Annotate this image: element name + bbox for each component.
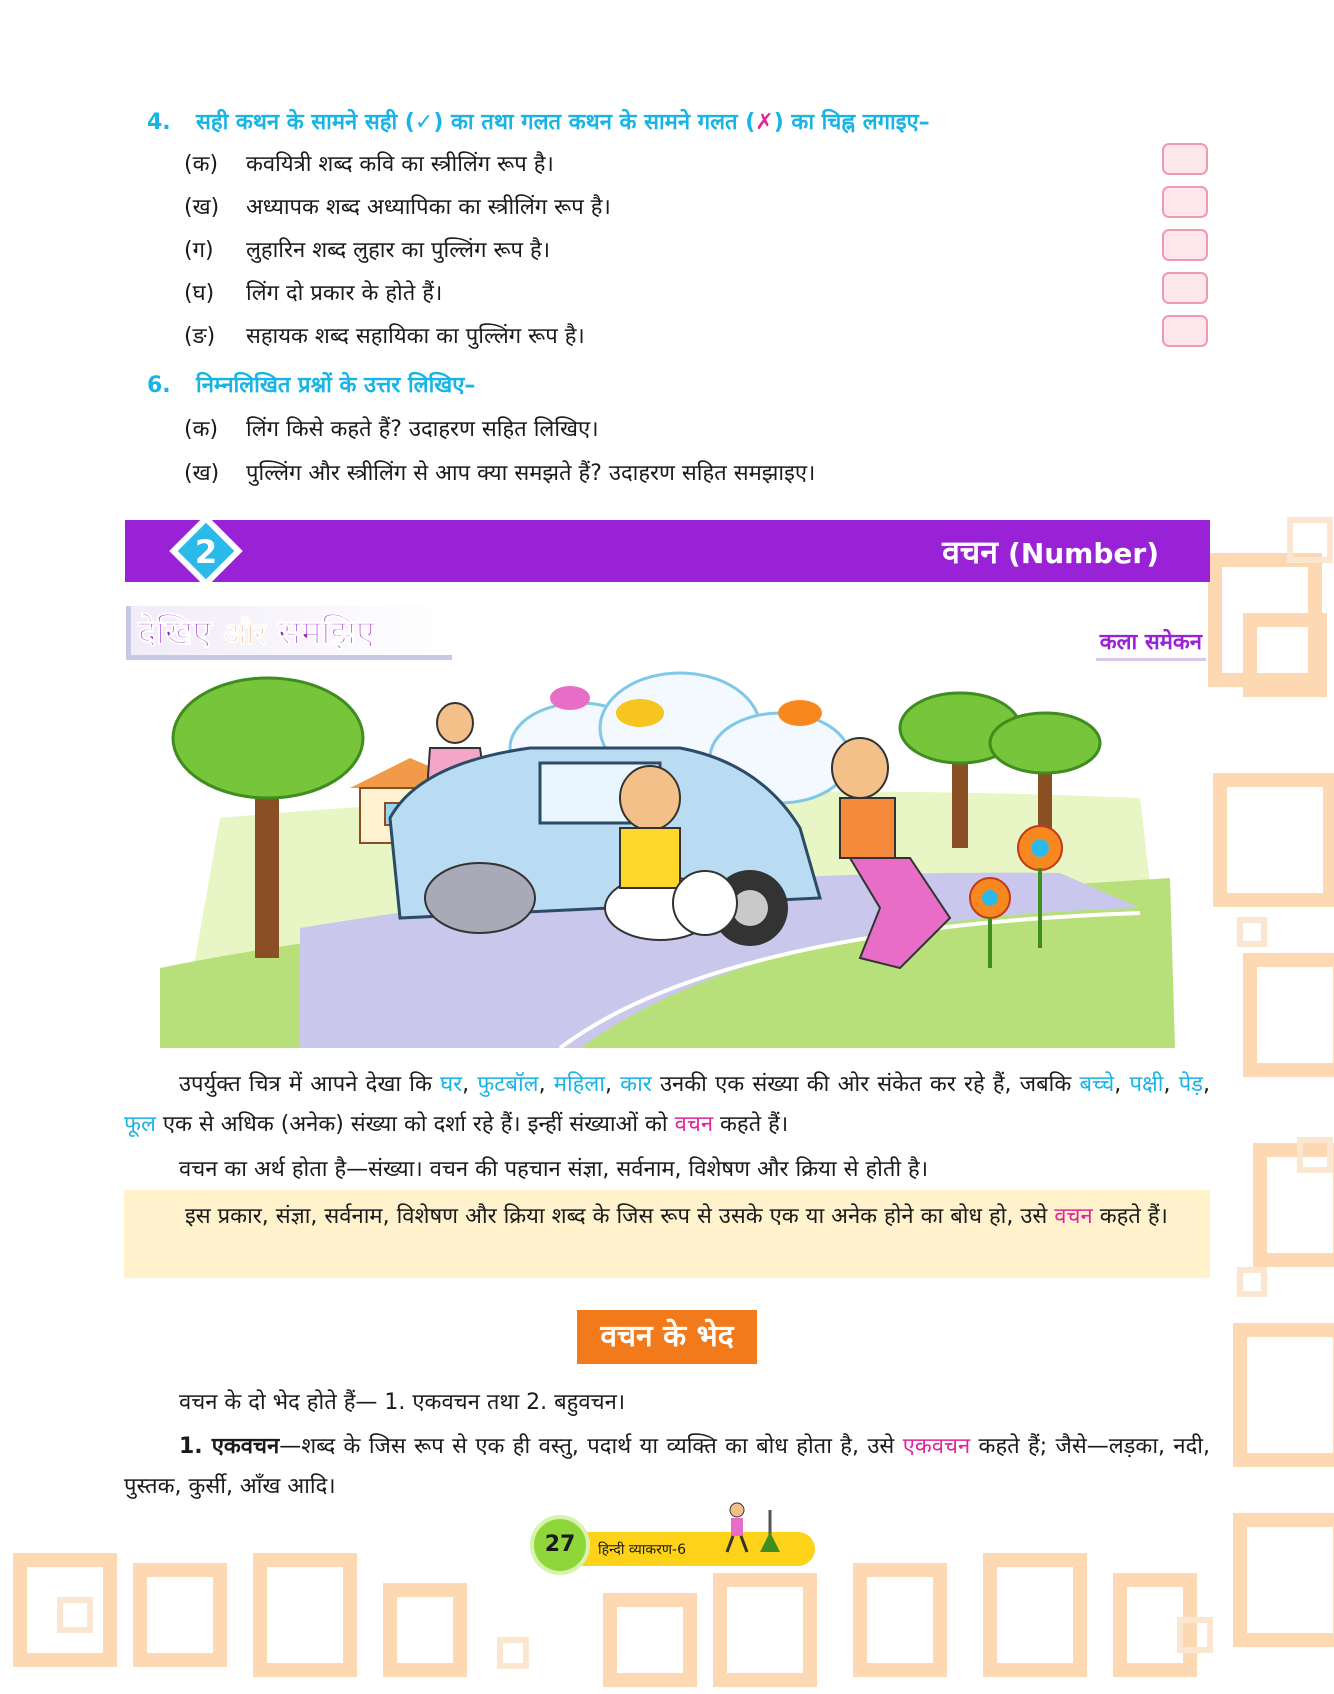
section-heading-a: देखिए: [138, 613, 212, 653]
chapter-title: [942, 528, 1159, 576]
highlight-word: कार: [620, 1072, 652, 1097]
item-label: (ख): [184, 195, 220, 220]
text: कहते हैं; जैसे—लड़का, नदी, पुस्तक, कुर्सी, आँख आदि।: [124, 1434, 1210, 1499]
q6-item: [184, 413, 599, 443]
question-text-a: सही कथन के सामने सही (: [196, 110, 415, 135]
highlight-word: पक्षी: [1129, 1072, 1164, 1097]
text: ,: [1202, 1072, 1210, 1097]
meaning-paragraph: वचन का अर्थ होता है—संख्या। वचन की पहचान संज्ञा, सर्वनाम, विशेषण और क्रिया से होती है।: [179, 1157, 929, 1182]
text: उनकी एक संख्या की ओर संकेत कर रहे हैं, जबकि: [651, 1072, 1080, 1097]
item-text: सहायक शब्द सहायिका का पुल्लिंग रूप है।: [246, 324, 585, 349]
q4-item: [184, 320, 585, 350]
art-integration-tag: कला समेकन: [1096, 626, 1206, 661]
question-text-c: ) का चिह्न लगाइए–: [773, 110, 930, 135]
item-label: (ख): [184, 461, 220, 486]
section-heading-b: और: [223, 617, 267, 652]
section-heading: [138, 608, 375, 654]
question-number: 6.: [147, 373, 171, 398]
footer-figure-icon: [715, 1500, 785, 1560]
types-intro: वचन के दो भेद होते हैं— 1. एकवचन तथा 2. बहुवचन।: [179, 1390, 626, 1415]
q4-item: [184, 277, 442, 307]
highlight-word: बच्चे: [1079, 1072, 1115, 1097]
text: ,: [538, 1072, 554, 1097]
singular-definition: [124, 1427, 1210, 1507]
item-text: लिंग दो प्रकार के होते हैं।: [246, 281, 443, 306]
q4-item: [184, 191, 611, 221]
chapter-number: 2: [194, 533, 218, 571]
item-label: (ग): [184, 238, 214, 263]
item-label: (क): [184, 417, 219, 442]
section-heading-c: समझिए: [278, 613, 375, 653]
definition-text: [130, 1197, 1204, 1237]
text: ,: [604, 1072, 621, 1097]
answer-box[interactable]: [1162, 143, 1208, 175]
text: ,: [1114, 1072, 1130, 1097]
key-term: वचन: [674, 1112, 714, 1137]
types-heading: वचन के भेद: [577, 1310, 757, 1364]
text: कहते हैं।: [713, 1112, 789, 1137]
item-text: लुहारिन शब्द लुहार का पुल्लिंग रूप है।: [246, 238, 551, 263]
answer-box[interactable]: [1162, 272, 1208, 304]
chapter-title-hindi: वचन: [942, 533, 999, 571]
term-label: 1. एकवचन: [179, 1434, 280, 1459]
text: इस प्रकार, संज्ञा, सर्वनाम, विशेषण और क्रिया शब्द के जिस रूप से उसके एक या अनेक होने का बोध हो, उसे: [185, 1204, 1055, 1229]
text: ,: [462, 1072, 478, 1097]
street-scene-illustration: [160, 668, 1175, 1048]
tick-icon: ✓: [414, 110, 434, 135]
item-label: (ङ): [184, 324, 216, 349]
chapter-title-english: (Number): [1008, 537, 1159, 570]
answer-box[interactable]: [1162, 229, 1208, 261]
question-number: 4.: [147, 110, 171, 135]
book-title: हिन्दी व्याकरण-6: [598, 1542, 686, 1558]
text: कहते हैं।: [1092, 1204, 1168, 1229]
q6-item: [184, 457, 815, 487]
cross-icon: ✗: [755, 110, 774, 135]
answer-box[interactable]: [1162, 315, 1208, 347]
text: एक से अधिक (अनेक) संख्या को दर्शा रहे हैं। इन्हीं संख्याओं को: [155, 1112, 675, 1137]
answer-box[interactable]: [1162, 186, 1208, 218]
text: —शब्द के जिस रूप से एक ही वस्तु, पदार्थ या व्यक्ति का बोध होता है, उसे: [279, 1434, 903, 1459]
highlight-word: महिला: [553, 1072, 605, 1097]
intro-paragraph: [124, 1065, 1210, 1145]
question-text: निम्नलिखित प्रश्नों के उत्तर लिखिए–: [196, 373, 476, 398]
question-text-b: ) का तथा गलत कथन के सामने गलत (: [433, 110, 756, 135]
item-label: (क): [184, 152, 219, 177]
item-label: (घ): [184, 281, 215, 306]
page-number: 27: [544, 1532, 576, 1557]
key-term: वचन: [1054, 1204, 1093, 1229]
highlight-word: फूल: [124, 1112, 156, 1137]
highlight-word: पेड़: [1178, 1072, 1203, 1097]
text: ,: [1163, 1072, 1179, 1097]
key-term: एकवचन: [902, 1434, 971, 1459]
item-text: कवयित्री शब्द कवि का स्त्रीलिंग रूप है।: [246, 152, 554, 177]
q4-item: [184, 234, 550, 264]
item-text: पुल्लिंग और स्त्रीलिंग से आप क्या समझते हैं? उदाहरण सहित समझाइए।: [246, 461, 816, 486]
text: उपर्युक्त चित्र में आपने देखा कि: [179, 1072, 441, 1097]
question-6-title: [147, 369, 475, 399]
highlight-word: घर: [440, 1072, 463, 1097]
item-text: लिंग किसे कहते हैं? उदाहरण सहित लिखिए।: [246, 417, 599, 442]
highlight-word: फुटबॉल: [477, 1072, 539, 1097]
question-4-title: [147, 106, 930, 136]
q4-item: [184, 148, 554, 178]
item-text: अध्यापक शब्द अध्यापिका का स्त्रीलिंग रूप है।: [246, 195, 611, 220]
